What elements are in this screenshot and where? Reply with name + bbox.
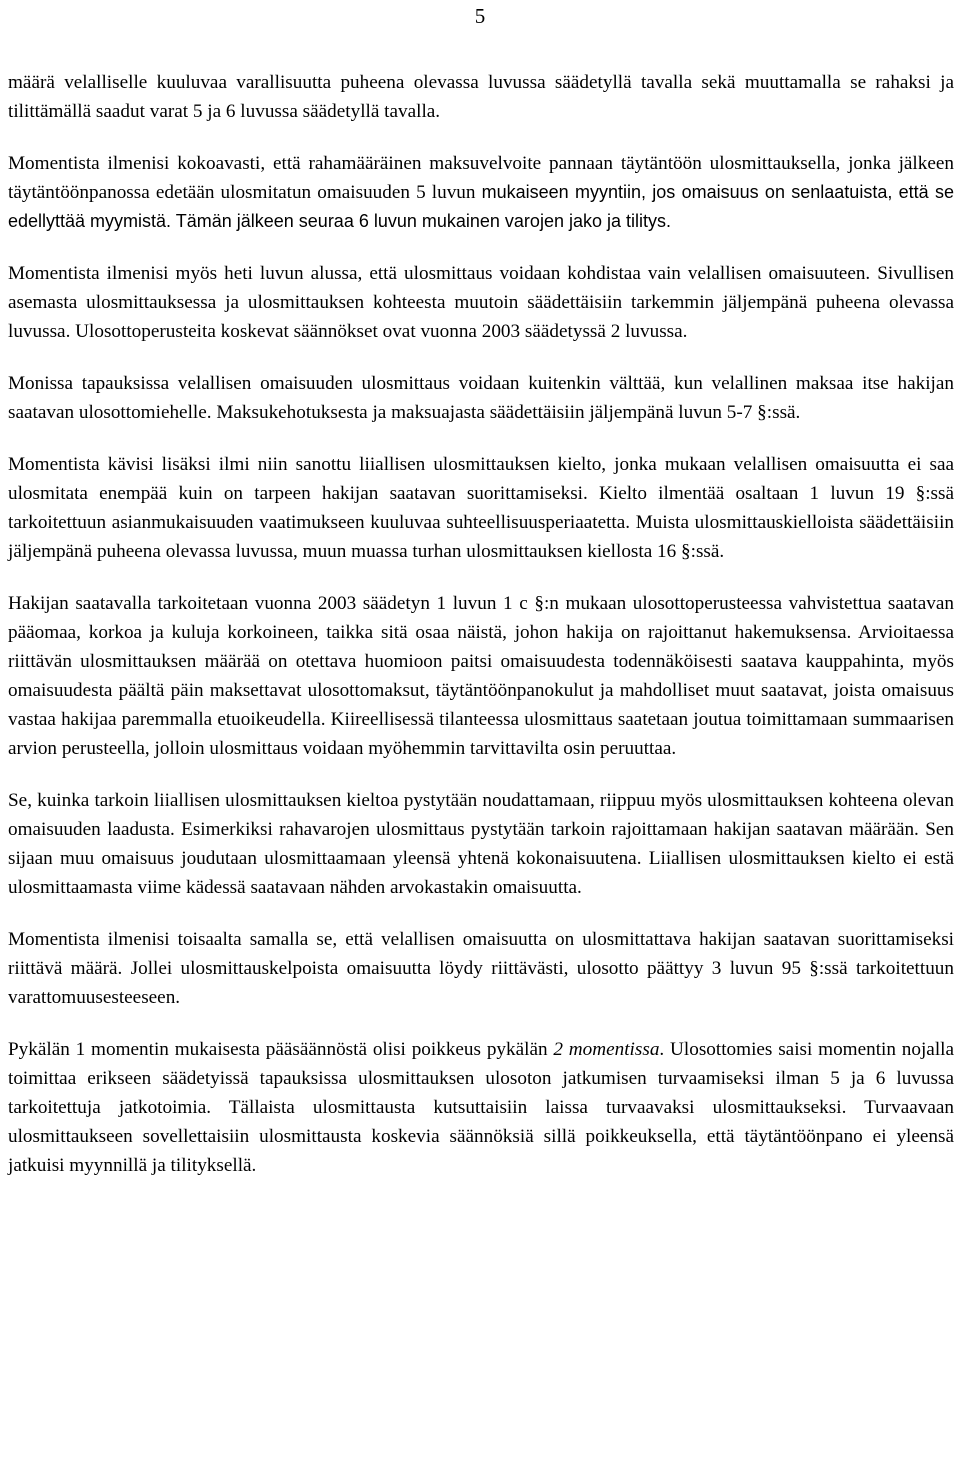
paragraph: Momentista ilmenisi kokoavasti, että rahamääräinen maksuvelvoite pannaan täytäntöön ulosmittauksella, jonka jälkeen täytäntöönpanossa edetään ulosmitatun omaisuuden 5 luvun mukaiseen myyntiin, jos omaisuus on senlaatuista, että se edellyttää myymistä. Tämän jälkeen seuraa 6 luvun mukainen varojen jako ja tilitys. — [8, 153, 954, 231]
paragraph: Hakijan saatavalla tarkoitetaan vuonna 2003 säädetyn 1 luvun 1 c §:n mukaan ulosottoperusteessa vahvistettua saatavan pääomaa, korkoa ja kuluja korkoineen, taikka sitä osaa näistä, johon hakija on rajoittanut hakemuksensa. Arvioitaessa riittävän ulosmittauksen määrää on otettava huomioon paitsi omaisuudesta todennäköisesti saatava kauppahinta, myös omaisuudesta päältä päin maksettavat ulosottomaksut, täytäntöönpanokulut ja mahdolliset muut saatavat, joista omaisuus vastaa hakijaa paremmalla etuoikeudella. Kiireellisessä tilanteessa ulosmittaus saatetaan joutua toimittamaan summaarisen arvion perusteella, jolloin ulosmittaus voidaan myöhemmin tarvittavilta osin peruuttaa. — [8, 593, 954, 759]
paragraph: määrä velalliselle kuuluvaa varallisuutta puheena olevassa luvussa säädetyllä tavalla sekä muuttamalla se rahaksi ja tilittämällä saadut varat 5 ja 6 luvussa säädetyllä tavalla. — [8, 72, 954, 122]
document-body — [8, 68, 954, 1203]
paragraph: Momentista kävisi lisäksi ilmi niin sanottu liiallisen ulosmittauksen kielto, jonka mukaan velallisen omaisuutta ei saa ulosmitata enempää kuin on tarpeen hakijan saatavan suorittamiseksi. Kielto ilmentää osaltaan 1 luvun 19 §:ssä tarkoitettuun asianmukaisuuden vaatimukseen kuuluvaa suhteellisuusperiaatetta. Muista ulosmittauskielloista säädettäisiin jäljempänä puheena olevassa luvussa, muun muassa turhan ulosmittauksen kiellosta 16 §:ssä. — [8, 454, 954, 562]
page-number: 5 — [474, 4, 486, 28]
paragraph: Momentista ilmenisi myös heti luvun alussa, että ulosmittaus voidaan kohdistaa vain velallisen omaisuuteen. Sivullisen asemasta ulosmittauksessa ja ulosmittauksen kohteesta muutoin säädettäisiin tarkemmin jäljempänä puheena olevassa luvussa. Ulosottoperusteita koskevat säännökset ovat vuonna 2003 säädetyssä 2 luvussa. — [8, 263, 954, 342]
paragraph: Monissa tapauksissa velallisen omaisuuden ulosmittaus voidaan kuitenkin välttää, kun velallinen maksaa itse hakijan saatavan ulosottomiehelle. Maksukehotuksesta ja maksuajasta säädettäisiin jäljempänä luvun 5-7 §:ssä. — [8, 373, 954, 423]
paragraph: Se, kuinka tarkoin liiallisen ulosmittauksen kieltoa pystytään noudattamaan, riippuu myös ulosmittauksen kohteena olevan omaisuuden laadusta. Esimerkiksi rahavarojen ulosmittaus pystytään tarkoin rajoittamaan hakijan saatavan määrään. Sen sijaan muu omaisuus joudutaan ulosmittaamaan yleensä yhtenä kokonaisuutena. Liiallisen ulosmittauksen kielto ei estä ulosmittaamasta viime kädessä saatavaan nähden arvokastakin omaisuutta. — [8, 790, 954, 898]
paragraph: Pykälän 1 momentin mukaisesta pääsäännöstä olisi poikkeus pykälän 2 momentissa. Ulosottomies saisi momentin nojalla toimittaa erikseen säädetyissä tapauksissa ulosmittauksen ulosoton jatkumisen turvaamiseksi ilman 5 ja 6 luvussa tarkoitettuja jatkotoimia. Tällaista ulosmittausta kutsuttaisiin laissa turvaavaksi ulosmittaukseksi. Turvaavaan ulosmittaukseen sovellettaisiin ulosmittausta koskevia säännöksiä sillä poikkeuksella, että täytäntöönpano ei yleensä jatkuisi myynnillä ja tilityksellä. — [8, 1039, 954, 1176]
paragraph: Momentista ilmenisi toisaalta samalla se, että velallisen omaisuutta on ulosmittattava hakijan saatavan suorittamiseksi riittävä määrä. Jollei ulosmittauskelpoista omaisuutta löydy riittävästi, ulosotto päättyy 3 luvun 95 §:ssä tarkoitettuun varattomuusesteeseen. — [8, 929, 954, 1008]
